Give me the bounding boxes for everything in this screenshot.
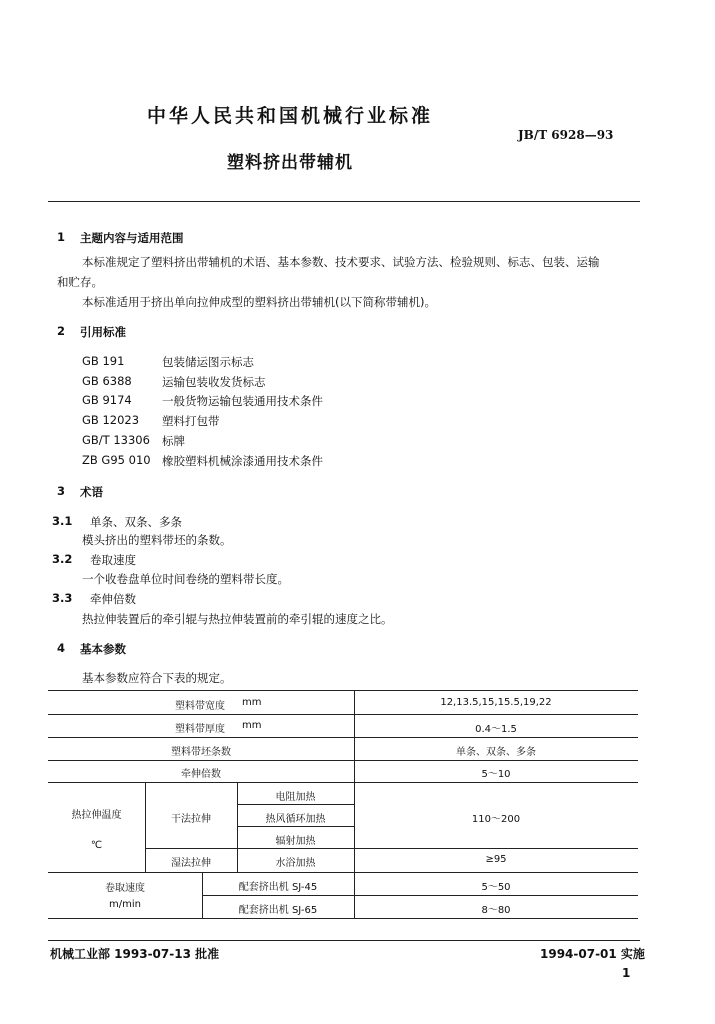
table-row-rule <box>202 895 638 896</box>
reference-name: 一般货物运输包装通用技术条件 <box>162 394 323 408</box>
draw-ratio-value: 5～10 <box>481 769 511 780</box>
term-number: 3.1 <box>52 514 73 528</box>
term-name: 牵伸倍数 <box>90 592 136 606</box>
table-bottom-rule <box>48 918 638 919</box>
strips-label: 塑料带坯条数 <box>171 747 231 758</box>
thickness-unit: mm <box>242 720 262 731</box>
reference-code: GB 12023 <box>82 413 140 427</box>
extruder-sj65-label: 配套挤出机 SJ-65 <box>238 905 318 916</box>
section-2-title: 引用标准 <box>80 325 126 339</box>
dry-temperature-value: 110～200 <box>471 814 521 825</box>
reference-name: 标牌 <box>162 434 185 448</box>
section-2-number: 2 <box>57 324 66 338</box>
page-number: 1 <box>622 966 631 980</box>
width-value: 12,13.5,15,15.5,19,22 <box>440 697 552 708</box>
reference-name: 橡胶塑料机械涂漆通用技术条件 <box>162 454 323 468</box>
table-row-rule <box>48 737 638 738</box>
wet-temperature-value: ≥95 <box>485 854 507 865</box>
section-3-number: 3 <box>57 484 66 498</box>
table-row-rule <box>237 804 354 805</box>
term-name: 卷取速度 <box>90 553 136 567</box>
table-row-rule <box>237 826 354 827</box>
document-title: 塑料挤出带辅机 <box>227 153 353 173</box>
term-definition: 模头挤出的塑料带坯的条数。 <box>82 533 232 547</box>
reference-code: ZB G95 010 <box>82 453 151 467</box>
table-top-rule <box>48 690 638 691</box>
reference-code: GB 9174 <box>82 393 132 407</box>
table-row-rule <box>48 714 638 715</box>
width-unit: mm <box>242 697 262 708</box>
section-1-paragraph-1-cont: 和贮存。 <box>57 275 103 289</box>
section-4-number: 4 <box>57 641 66 655</box>
reference-code: GB 191 <box>82 354 125 368</box>
extruder-sj45-value: 5～50 <box>481 882 511 893</box>
term-definition: 热拉伸装置后的牵引辊与热拉伸装置前的牵引辊的速度之比。 <box>82 612 393 626</box>
table-row-rule <box>145 848 638 849</box>
speed-label: 卷取速度 <box>105 883 145 894</box>
water-bath-heating: 水浴加热 <box>275 858 316 869</box>
term-number: 3.2 <box>52 552 73 566</box>
temperature-label: 热拉伸温度 <box>71 810 122 821</box>
table-col-rule <box>354 690 355 872</box>
reference-name: 包装储运图示标志 <box>162 355 254 369</box>
section-1-title: 主题内容与适用范围 <box>80 231 184 245</box>
radiant-heating: 辐射加热 <box>275 836 316 847</box>
table-row-rule <box>48 760 638 761</box>
section-1-paragraph-2: 本标准适用于挤出单向拉伸成型的塑料挤出带辅机(以下简称带辅机)。 <box>82 295 436 309</box>
extruder-sj65-value: 8～80 <box>481 905 511 916</box>
dry-drawing-label: 干法拉伸 <box>171 814 211 825</box>
resistance-heating: 电阻加热 <box>275 792 316 803</box>
reference-code: GB 6388 <box>82 374 132 388</box>
thickness-label: 塑料带厚度 <box>175 724 225 735</box>
wet-drawing-label: 湿法拉伸 <box>171 858 211 869</box>
footer-rule <box>48 940 640 941</box>
issuing-organization: 中华人民共和国机械行业标准 <box>146 105 433 127</box>
thickness-value: 0.4～1.5 <box>475 724 517 735</box>
term-name: 单条、双条、多条 <box>90 515 182 529</box>
approval-note: 机械工业部 1993-07-13 批准 <box>50 947 220 961</box>
width-label: 塑料带宽度 <box>175 701 225 712</box>
reference-name: 运输包装收发货标志 <box>162 375 266 389</box>
section-1-paragraph-1: 本标准规定了塑料挤出带辅机的术语、基本参数、技术要求、试验方法、检验规则、标志、包装、运输 <box>82 255 600 269</box>
standard-code: JB/T 6928—93 <box>518 128 614 142</box>
effective-date: 1994-07-01 实施 <box>540 947 645 961</box>
strips-value: 单条、双条、多条 <box>456 747 536 758</box>
speed-unit: m/min <box>109 899 141 910</box>
header-rule <box>48 201 640 202</box>
hot-air-heating: 热风循环加热 <box>265 814 326 825</box>
table-row-rule <box>48 872 638 873</box>
section-3-title: 术语 <box>80 485 103 499</box>
table-intro: 基本参数应符合下表的规定。 <box>82 671 232 685</box>
term-number: 3.3 <box>52 591 73 605</box>
section-4-title: 基本参数 <box>80 642 126 656</box>
section-1-number: 1 <box>57 230 66 244</box>
table-row-rule <box>48 782 638 783</box>
term-definition: 一个收卷盘单位时间卷绕的塑料带长度。 <box>82 572 289 586</box>
temperature-unit: ℃ <box>90 840 103 851</box>
draw-ratio-label: 牵伸倍数 <box>181 769 221 780</box>
reference-name: 塑料打包带 <box>162 414 220 428</box>
reference-code: GB/T 13306 <box>82 433 150 447</box>
extruder-sj45-label: 配套挤出机 SJ-45 <box>238 882 318 893</box>
